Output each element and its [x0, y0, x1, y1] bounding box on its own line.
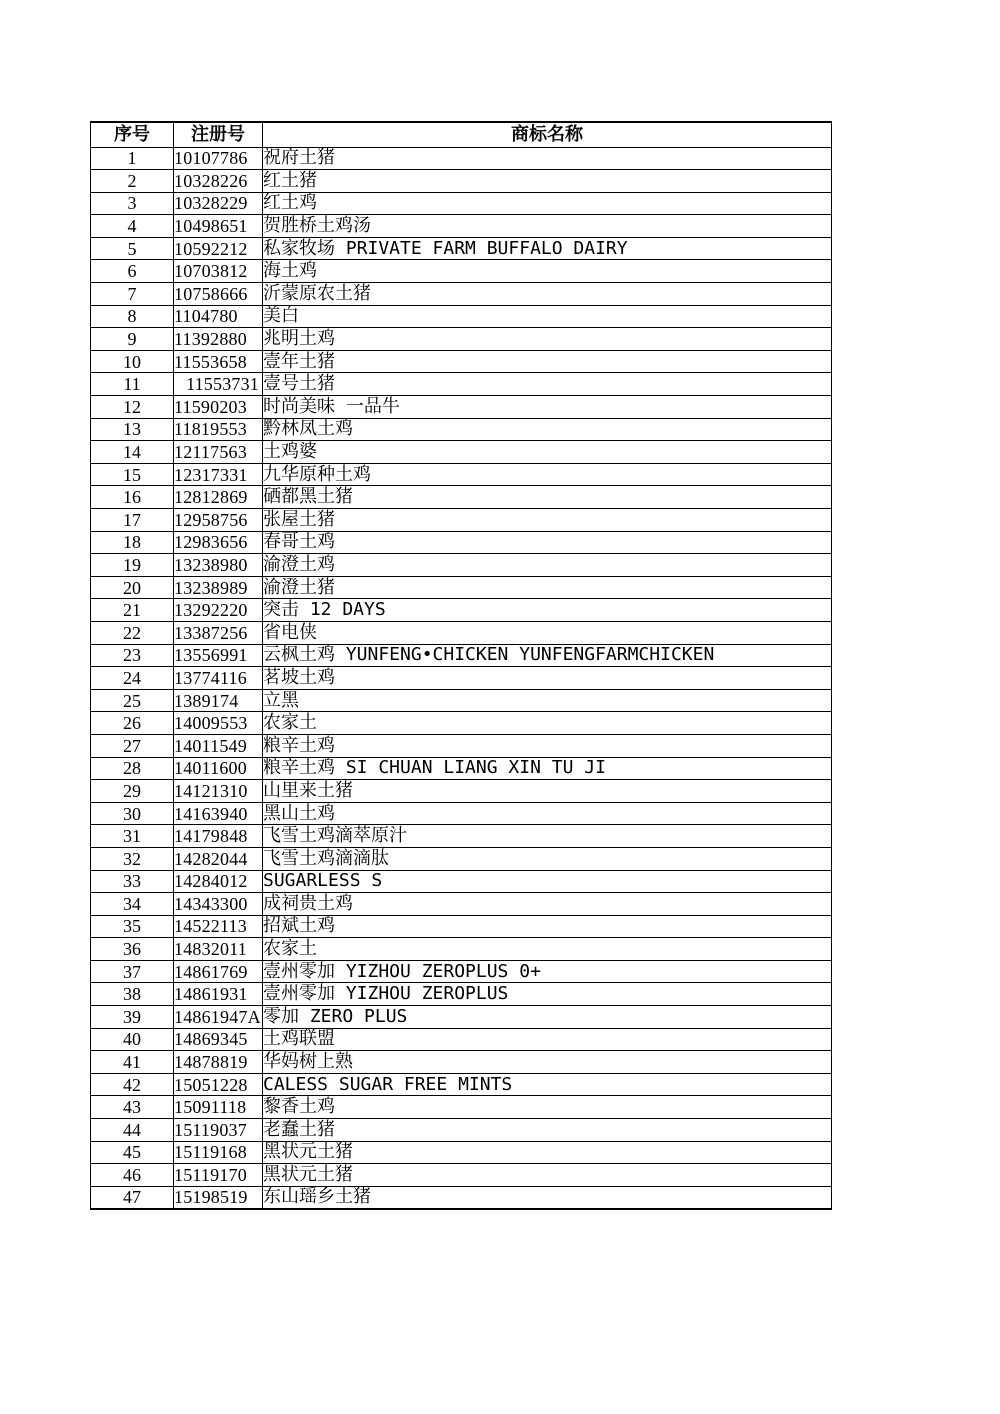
seq-cell: 38	[91, 983, 174, 1006]
table-row	[91, 192, 832, 215]
table-row	[91, 780, 832, 803]
trademark-name-cell: 红土猪	[263, 170, 832, 193]
reg-no-cell: 15119037	[174, 1119, 263, 1142]
reg-no-cell: 14869345	[174, 1028, 263, 1051]
trademark-name-cell: 土鸡联盟	[263, 1028, 832, 1051]
seq-cell: 5	[91, 237, 174, 260]
table-row	[91, 486, 832, 509]
table-row	[91, 441, 832, 464]
seq-cell: 27	[91, 734, 174, 757]
table-row	[91, 554, 832, 577]
reg-no-cell: 14011600	[174, 757, 263, 780]
trademark-table	[90, 121, 832, 1210]
trademark-name-cell: 黔林凤土鸡	[263, 418, 832, 441]
table-row	[91, 847, 832, 870]
trademark-name-cell: 省电侠	[263, 621, 832, 644]
seq-cell: 9	[91, 328, 174, 351]
reg-no-cell: 11553658	[174, 350, 263, 373]
table-row	[91, 215, 832, 238]
seq-cell: 1	[91, 147, 174, 170]
seq-cell: 20	[91, 576, 174, 599]
table-row	[91, 689, 832, 712]
table-row	[91, 373, 832, 396]
seq-cell: 15	[91, 463, 174, 486]
seq-cell: 19	[91, 554, 174, 577]
seq-cell: 33	[91, 870, 174, 893]
reg-no-cell: 10328229	[174, 192, 263, 215]
reg-no-cell: 14121310	[174, 780, 263, 803]
reg-no-cell: 13292220	[174, 599, 263, 622]
trademark-name-cell: 农家土	[263, 938, 832, 961]
table-row	[91, 825, 832, 848]
table-row	[91, 1096, 832, 1119]
table-row	[91, 802, 832, 825]
table-row	[91, 1006, 832, 1029]
trademark-name-cell: 兆明土鸡	[263, 328, 832, 351]
table-row	[91, 170, 832, 193]
seq-cell: 16	[91, 486, 174, 509]
seq-cell: 42	[91, 1073, 174, 1096]
trademark-name-cell: 招斌土鸡	[263, 915, 832, 938]
reg-no-cell: 13238989	[174, 576, 263, 599]
reg-no-cell: 14179848	[174, 825, 263, 848]
seq-cell: 13	[91, 418, 174, 441]
table-row	[91, 396, 832, 419]
reg-no-cell: 14284012	[174, 870, 263, 893]
seq-cell: 4	[91, 215, 174, 238]
seq-cell: 44	[91, 1119, 174, 1142]
table-row	[91, 870, 832, 893]
reg-no-cell: 10703812	[174, 260, 263, 283]
trademark-name-cell: 老蠢土猪	[263, 1119, 832, 1142]
trademark-name-cell: 土鸡婆	[263, 441, 832, 464]
trademark-name-cell: 黑状元土猪	[263, 1141, 832, 1164]
trademark-name-cell: 黑状元土猪	[263, 1164, 832, 1187]
table-row	[91, 576, 832, 599]
trademark-name-cell: 私家牧场 PRIVATE FARM BUFFALO DAIRY	[263, 237, 832, 260]
trademark-name-cell: 粮辛土鸡	[263, 734, 832, 757]
table-body	[91, 147, 832, 1209]
table-row	[91, 1028, 832, 1051]
trademark-name-cell: 红土鸡	[263, 192, 832, 215]
trademark-name-cell: 张屋土猪	[263, 509, 832, 532]
seq-cell: 35	[91, 915, 174, 938]
trademark-name-cell: 成祠贵土鸡	[263, 893, 832, 916]
reg-no-cell: 13238980	[174, 554, 263, 577]
seq-cell: 10	[91, 350, 174, 373]
reg-no-cell: 10592212	[174, 237, 263, 260]
header-trademark-name: 商标名称	[263, 122, 832, 147]
table-row	[91, 599, 832, 622]
seq-cell: 18	[91, 531, 174, 554]
seq-cell: 2	[91, 170, 174, 193]
reg-no-cell: 10498651	[174, 215, 263, 238]
table-header	[91, 122, 832, 147]
seq-cell: 37	[91, 960, 174, 983]
reg-no-cell: 11590203	[174, 396, 263, 419]
trademark-name-cell: 东山瑶乡土猪	[263, 1186, 832, 1209]
reg-no-cell: 13556991	[174, 644, 263, 667]
trademark-sheet	[90, 121, 831, 1210]
table-row	[91, 712, 832, 735]
table-row	[91, 1073, 832, 1096]
table-row	[91, 305, 832, 328]
reg-no-cell: 11553731	[174, 373, 263, 396]
seq-cell: 36	[91, 938, 174, 961]
reg-no-cell: 14522113	[174, 915, 263, 938]
table-row	[91, 667, 832, 690]
table-row	[91, 960, 832, 983]
seq-cell: 12	[91, 396, 174, 419]
reg-no-cell: 11819553	[174, 418, 263, 441]
trademark-name-cell: 云枫土鸡 YUNFENG•CHICKEN YUNFENGFARMCHICKEN	[263, 644, 832, 667]
table-row	[91, 915, 832, 938]
seq-cell: 41	[91, 1051, 174, 1074]
reg-no-cell: 10107786	[174, 147, 263, 170]
trademark-name-cell: 美白	[263, 305, 832, 328]
seq-cell: 29	[91, 780, 174, 803]
seq-cell: 47	[91, 1186, 174, 1209]
seq-cell: 11	[91, 373, 174, 396]
table-row	[91, 509, 832, 532]
table-row	[91, 1051, 832, 1074]
header-reg-no: 注册号	[174, 122, 263, 147]
seq-cell: 24	[91, 667, 174, 690]
table-row	[91, 893, 832, 916]
trademark-name-cell: 华妈树上熟	[263, 1051, 832, 1074]
seq-cell: 31	[91, 825, 174, 848]
trademark-name-cell: 渝澄土鸡	[263, 554, 832, 577]
reg-no-cell: 14163940	[174, 802, 263, 825]
reg-no-cell: 14282044	[174, 847, 263, 870]
trademark-name-cell: 时尚美味 一品牛	[263, 396, 832, 419]
table-row	[91, 418, 832, 441]
trademark-name-cell: 壹州零加 YIZHOU ZEROPLUS	[263, 983, 832, 1006]
table-row	[91, 283, 832, 306]
seq-cell: 43	[91, 1096, 174, 1119]
reg-no-cell: 14861769	[174, 960, 263, 983]
reg-no-cell: 14861931	[174, 983, 263, 1006]
trademark-name-cell: 飞雪土鸡滴萃原汁	[263, 825, 832, 848]
table-row	[91, 147, 832, 170]
table-row	[91, 757, 832, 780]
seq-cell: 46	[91, 1164, 174, 1187]
seq-cell: 40	[91, 1028, 174, 1051]
seq-cell: 21	[91, 599, 174, 622]
trademark-name-cell: 壹年土猪	[263, 350, 832, 373]
table-row	[91, 350, 832, 373]
seq-cell: 34	[91, 893, 174, 916]
seq-cell: 45	[91, 1141, 174, 1164]
seq-cell: 8	[91, 305, 174, 328]
seq-cell: 6	[91, 260, 174, 283]
trademark-name-cell: 农家土	[263, 712, 832, 735]
reg-no-cell: 11392880	[174, 328, 263, 351]
seq-cell: 7	[91, 283, 174, 306]
reg-no-cell: 12117563	[174, 441, 263, 464]
table-row	[91, 1186, 832, 1209]
trademark-name-cell: 九华原种土鸡	[263, 463, 832, 486]
table-row	[91, 644, 832, 667]
table-row	[91, 237, 832, 260]
seq-cell: 39	[91, 1006, 174, 1029]
table-row	[91, 734, 832, 757]
seq-cell: 28	[91, 757, 174, 780]
table-row	[91, 1141, 832, 1164]
trademark-name-cell: 突击 12 DAYS	[263, 599, 832, 622]
table-row	[91, 260, 832, 283]
trademark-name-cell: CALESS SUGAR FREE MINTS	[263, 1073, 832, 1096]
seq-cell: 22	[91, 621, 174, 644]
trademark-name-cell: 春哥土鸡	[263, 531, 832, 554]
reg-no-cell: 10328226	[174, 170, 263, 193]
trademark-name-cell: 渝澄土猪	[263, 576, 832, 599]
header-row	[91, 122, 832, 147]
trademark-name-cell: 壹州零加 YIZHOU ZEROPLUS 0+	[263, 960, 832, 983]
table-row	[91, 938, 832, 961]
trademark-name-cell: 硒都黑土猪	[263, 486, 832, 509]
trademark-name-cell: SUGARLESS S	[263, 870, 832, 893]
reg-no-cell: 14011549	[174, 734, 263, 757]
table-row	[91, 1119, 832, 1142]
reg-no-cell: 15119168	[174, 1141, 263, 1164]
trademark-name-cell: 黑山土鸡	[263, 802, 832, 825]
trademark-name-cell: 祝府土猪	[263, 147, 832, 170]
reg-no-cell: 14009553	[174, 712, 263, 735]
trademark-name-cell: 山里来土猪	[263, 780, 832, 803]
trademark-name-cell: 黎香土鸡	[263, 1096, 832, 1119]
reg-no-cell: 14861947A	[174, 1006, 261, 1027]
reg-no-cell: 10758666	[174, 283, 263, 306]
trademark-name-cell: 海土鸡	[263, 260, 832, 283]
trademark-name-cell: 茗坡土鸡	[263, 667, 832, 690]
seq-cell: 23	[91, 644, 174, 667]
seq-cell: 17	[91, 509, 174, 532]
table-row	[91, 531, 832, 554]
reg-no-cell: 14832011	[174, 938, 263, 961]
table-row	[91, 328, 832, 351]
reg-no-cell: 15051228	[174, 1073, 263, 1096]
reg-no-cell: 15198519	[174, 1186, 263, 1209]
seq-cell: 26	[91, 712, 174, 735]
reg-no-cell: 1104780	[174, 305, 263, 328]
trademark-name-cell: 零加 ZERO PLUS	[263, 1006, 832, 1029]
reg-no-cell: 14343300	[174, 893, 263, 916]
trademark-name-cell: 沂蒙原农土猪	[263, 283, 832, 306]
reg-no-cell: 15091118	[174, 1096, 263, 1119]
trademark-name-cell: 壹号土猪	[263, 373, 832, 396]
reg-no-cell: 12812869	[174, 486, 263, 509]
reg-no-cell: 12983656	[174, 531, 263, 554]
reg-no-cell: 13387256	[174, 621, 263, 644]
reg-no-cell: 14878819	[174, 1051, 263, 1074]
reg-no-cell: 13774116	[174, 667, 263, 690]
reg-no-cell: 15119170	[174, 1164, 263, 1187]
table-row	[91, 983, 832, 1006]
table-row	[91, 621, 832, 644]
trademark-name-cell: 立黑	[263, 689, 832, 712]
seq-cell: 14	[91, 441, 174, 464]
reg-no-cell: 12317331	[174, 463, 263, 486]
trademark-name-cell: 粮辛土鸡 SI CHUAN LIANG XIN TU JI	[263, 757, 832, 780]
seq-cell: 30	[91, 802, 174, 825]
header-seq: 序号	[91, 122, 174, 147]
seq-cell: 25	[91, 689, 174, 712]
reg-no-cell: 1389174	[174, 689, 263, 712]
trademark-name-cell: 贺胜桥土鸡汤	[263, 215, 832, 238]
seq-cell: 32	[91, 847, 174, 870]
reg-no-cell: 12958756	[174, 509, 263, 532]
seq-cell: 3	[91, 192, 174, 215]
table-row	[91, 1164, 832, 1187]
table-row	[91, 463, 832, 486]
trademark-name-cell: 飞雪土鸡滴滴肽	[263, 847, 832, 870]
